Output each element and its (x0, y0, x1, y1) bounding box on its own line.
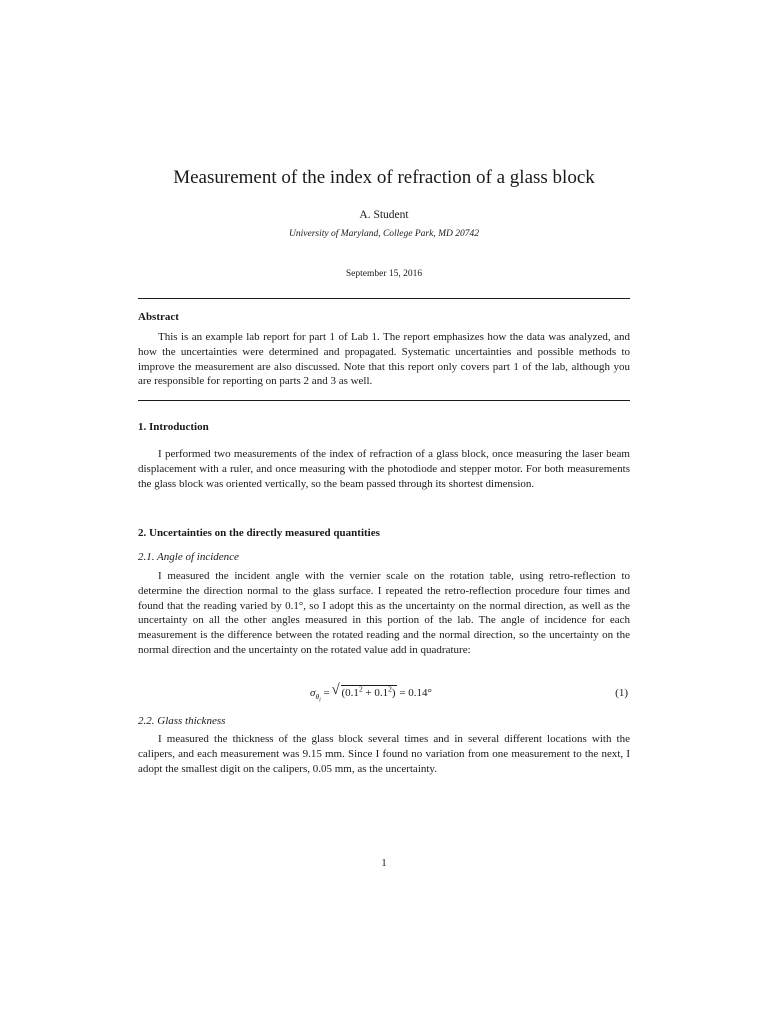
radical-sign-icon: √ (331, 682, 340, 698)
equation-i: i (319, 697, 321, 704)
abstract-bottom-rule (138, 400, 630, 401)
angle-subsection (138, 550, 630, 658)
angle-heading: 2.1. Angle of incidence (138, 551, 239, 563)
exponent-2: 2 (388, 684, 392, 694)
equation-sigma: σ (310, 687, 316, 699)
thickness-text: I measured the thickness of the glass block several times and in several different locations with the calipers, and each measurement was 9.15 mm. Since I found no variation from one measurement to the next, I adopt the smallest digit on the calipers, 0.05 mm, as the uncertainty. (138, 733, 630, 775)
page-number: 1 (381, 857, 387, 869)
exponent-1: 2 (358, 684, 363, 694)
abstract-top-rule (138, 298, 630, 299)
angle-text: I measured the incident angle with the vernier scale on the rotation table, using retro-reflection to determine the direction normal to the glass surface. I repeated the retro-reflection procedure four times and found that the reading varied by 0.1°, so I adopt this as the uncertainty on the normal direction, as well as the uncertainty on all the other angles measured in this portion of the lab. The angle of incidence for each measurement is the difference between the rotated reading and the normal direction, so the uncertainty on the normal direction and the uncertainty on the rotated value add in quadrature: (138, 570, 630, 656)
introduction-heading: 1. Introduction (138, 421, 209, 433)
uncertainties-heading: 2. Uncertainties on the directly measured quantities (138, 527, 380, 539)
paper-date: September 15, 2016 (345, 269, 423, 279)
author-affiliation: University of Maryland, College Park, MD 20742 (289, 229, 479, 239)
radicand-close: ) (391, 687, 396, 699)
equation-equals: = (323, 687, 330, 699)
author-name: A. Student (359, 209, 409, 221)
paper-title: Measurement of the index of refraction of a glass block (173, 167, 595, 188)
introduction-section (138, 420, 630, 491)
radicand-open: (0.1 (341, 687, 359, 699)
equation-result: = 0.14° (399, 687, 432, 699)
equation-number: (1) (615, 687, 628, 699)
thickness-heading: 2.2. Glass thickness (138, 715, 226, 727)
uncertainties-section (138, 526, 630, 540)
abstract-heading: Abstract (138, 311, 179, 323)
radicand-plus: + 0.1 (362, 687, 389, 699)
equation-1 (138, 684, 630, 704)
thickness-subsection (138, 714, 630, 776)
abstract-section (138, 310, 630, 389)
introduction-text: I performed two measurements of the index of refraction of a glass block, once measuring the laser beam displacement with a ruler, and once measuring with the photodiode and stepper motor. For both measurements the glass block was oriented vertically, so the beam passed through its shortest dimension. (138, 448, 630, 490)
radicand (341, 685, 397, 700)
abstract-text: This is an example lab report for part 1 of Lab 1. The report emphasizes how the data was analyzed, and how the uncertainties were determined and propagated. Systematic uncertainties and possible methods to improve the measurement are also discussed. Note that this report only covers part 1 of the lab, although you are responsible for reporting on parts 2 and 3 as well. (138, 331, 630, 388)
equation-theta: θ (315, 692, 320, 702)
equation-body (310, 684, 432, 702)
square-root (333, 684, 397, 702)
